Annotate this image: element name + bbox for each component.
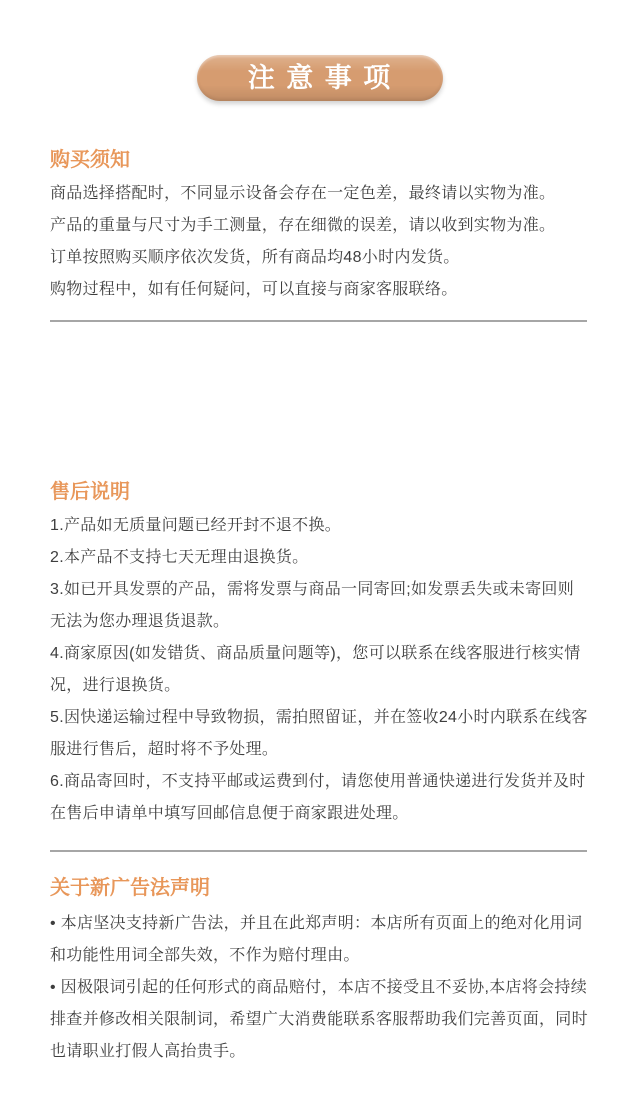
purchase-note-line: 产品的重量与尺寸为手工测量，存在细微的误差，请以收到实物为准。	[50, 217, 556, 234]
section-divider	[50, 320, 587, 322]
after-sales-item: 1.产品如无质量问题已经开封不退不换。	[50, 517, 342, 534]
purchase-note-line: 购物过程中，如有任何疑问，可以直接与商家客服联络。	[50, 281, 458, 298]
after-sales-item: 6.商品寄回时，不支持平邮或运费到付，请您使用普通快递进行发货并及时在售后申请单中填写回邮信息便于商家跟进处理。	[50, 773, 586, 822]
section-divider	[50, 850, 587, 852]
after-sales-item: 5.因快递运输过程中导致物损，需拍照留证，并在签收24小时内联系在线客服进行售后，超时将不予处理。	[50, 709, 588, 758]
ad-law-item: • 因极限词引起的任何形式的商品赔付，本店不接受且不妥协,本店将会持续排查并修改相关限制词，希望广大消费能联系客服帮助我们完善页面，同时也请职业打假人高抬贵手。	[50, 979, 588, 1060]
section-ad-law-statement	[50, 876, 590, 1068]
ad-law-item: • 本店坚决支持新广告法，并且在此郑声明：本店所有页面上的绝对化用词和功能性用词全部失效，不作为赔付理由。	[50, 915, 583, 964]
purchase-note-line: 商品选择搭配时，不同显示设备会存在一定色差，最终请以实物为准。	[50, 185, 556, 202]
after-sales-item: 2.本产品不支持七天无理由退换货。	[50, 549, 309, 566]
purchase-note-line: 订单按照购买顺序依次发货，所有商品均48小时内发货。	[50, 249, 460, 266]
notice-badge	[197, 55, 443, 101]
after-sales-item: 4.商家原因(如发错货、商品质量问题等)，您可以联系在线客服进行核实情况，进行退换货。	[50, 645, 581, 694]
purchase-notes-title: 购买须知	[50, 149, 130, 171]
section-purchase-notes	[50, 148, 590, 306]
ad-law-title: 关于新广告法声明	[50, 877, 210, 899]
notice-badge-label: 注 意 事 项	[247, 62, 393, 93]
section-after-sales	[50, 480, 590, 830]
after-sales-title: 售后说明	[50, 481, 130, 503]
after-sales-item: 3.如已开具发票的产品，需将发票与商品一同寄回;如发票丢失或未寄回则无法为您办理退货退款。	[50, 581, 574, 630]
